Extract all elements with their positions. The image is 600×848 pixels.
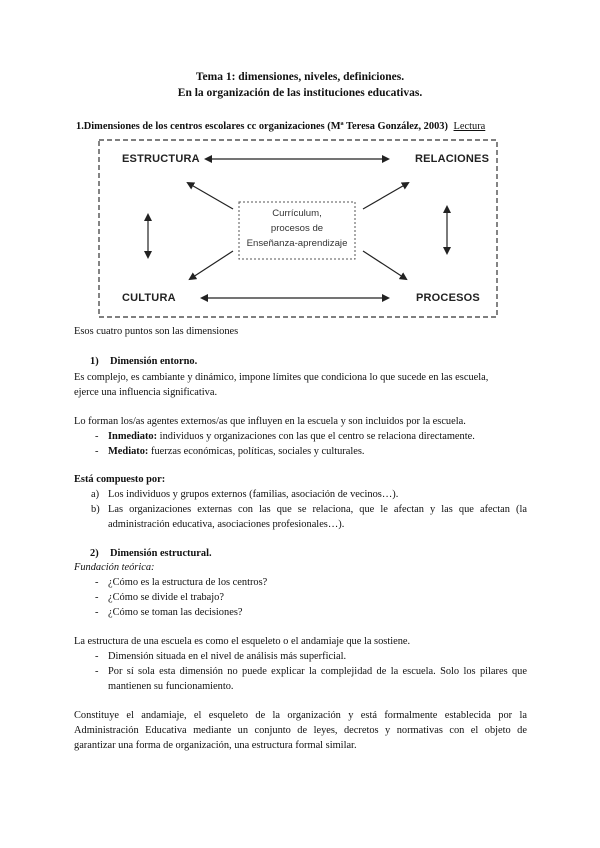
label-estructura: ESTRUCTURA [122,153,200,165]
bullet1-label: Inmediato: [108,431,158,442]
item-b-line2: administración educativa, asociaciones profesionales…). [108,519,345,530]
section-heading-text: 1.Dimensiones de los centros escolares cc organizaciones (Mª Teresa González, 2003) [76,121,448,132]
dim1-bullet2-dash: - [95,446,99,457]
arrow-bottom-right-diagonal [363,251,406,279]
question-1: ¿Cómo es la estructura de los centros? [108,577,268,588]
label-relaciones: RELACIONES [415,153,490,165]
dimensions-diagram [98,139,498,319]
dim1-p2: Lo forman los/as agentes externos/as que influyen en la escuela y son incluidos por la escuela. [74,416,466,427]
center-curriculum-box [240,203,354,257]
dim2-p1: La estructura de una escuela es como el esqueleto o el andamiaje que la sostiene. [74,636,411,647]
dim1-bullet1-dash: - [95,431,99,442]
question-3: ¿Cómo se toman las decisiones? [108,607,243,618]
dim1-bullet2 [108,446,365,457]
arrow-top-right-diagonal [363,183,408,209]
bullet2-label: Mediato: [108,446,149,457]
item-a-marker: a) [91,489,100,500]
item-b-line1: Las organizaciones externas con las que se relaciona, que le afectan y las que afectan (la [108,504,527,515]
item-b-marker: b) [91,504,100,515]
dim2-subtitle: Fundación teórica: [74,562,155,573]
bullet1-text: individuos y organizaciones con las que el centro se relaciona directamente. [157,431,475,442]
dim1-bullet1 [108,431,475,442]
intro-note: Esos cuatro puntos son las dimensiones [74,326,239,337]
page-subtitle: En la organización de las instituciones educativas. [177,87,423,99]
label-cultura: CULTURA [122,292,176,304]
question-2: ¿Cómo se divide el trabajo? [108,592,224,603]
arrow-top-left-diagonal [188,183,233,209]
dim2-title: Dimensión estructural. [110,548,212,559]
center-line-2: procesos de [270,223,324,234]
item-a-text: Los individuos y grupos externos (familias, asociación de vecinos…). [108,489,399,500]
q2-dash: - [95,592,99,603]
dim2-b2-dash: - [95,666,99,677]
dim2-p2-line2: Administración Educativa mediante un conjunto de leyes, decretos y normativas con el objeto de [74,725,527,736]
dim2-bullet2-line1: Por sí sola esta dimensión no puede explicar la complejidad de la escuela. Solo los pilares que [108,666,527,677]
dim1-p1-line1: Es complejo, es cambiante y dinámico, impone límites que condiciona lo que sucede en las escuela, [74,372,489,383]
lectura-link[interactable]: Lectura [453,121,486,132]
label-procesos: PROCESOS [416,292,480,304]
arrow-bottom-left-diagonal [190,251,233,279]
dim2-p2-line1: Constituye el andamiaje, el esqueleto de la organización y está formalmente establecida por la [74,710,527,721]
dim2-bullet1: Dimensión situada en el nivel de análisis más superficial. [108,651,347,662]
dim1-p1-line2: ejerce una influencia significativa. [74,387,218,398]
dim1-title: Dimensión entorno. [110,356,198,367]
q3-dash: - [95,607,99,618]
section-heading [76,121,485,132]
dim2-p2-line3: garantizar una forma de organización, una estructura formal similar. [74,740,357,751]
page-title: Tema 1: dimensiones, niveles, definiciones. [195,71,405,83]
composed-heading: Está compuesto por: [74,474,166,485]
dim2-number: 2) [90,548,99,559]
dim2-b1-dash: - [95,651,99,662]
center-line-1: Currículum, [272,208,322,219]
dim1-number: 1) [90,356,99,367]
center-line-3: Enseñanza-aprendizaje [246,238,348,249]
dim2-bullet2-line2: mantienen su funcionamiento. [108,681,234,692]
q1-dash: - [95,577,99,588]
bullet2-text: fuerzas económicas, políticas, sociales y culturales. [148,446,365,457]
